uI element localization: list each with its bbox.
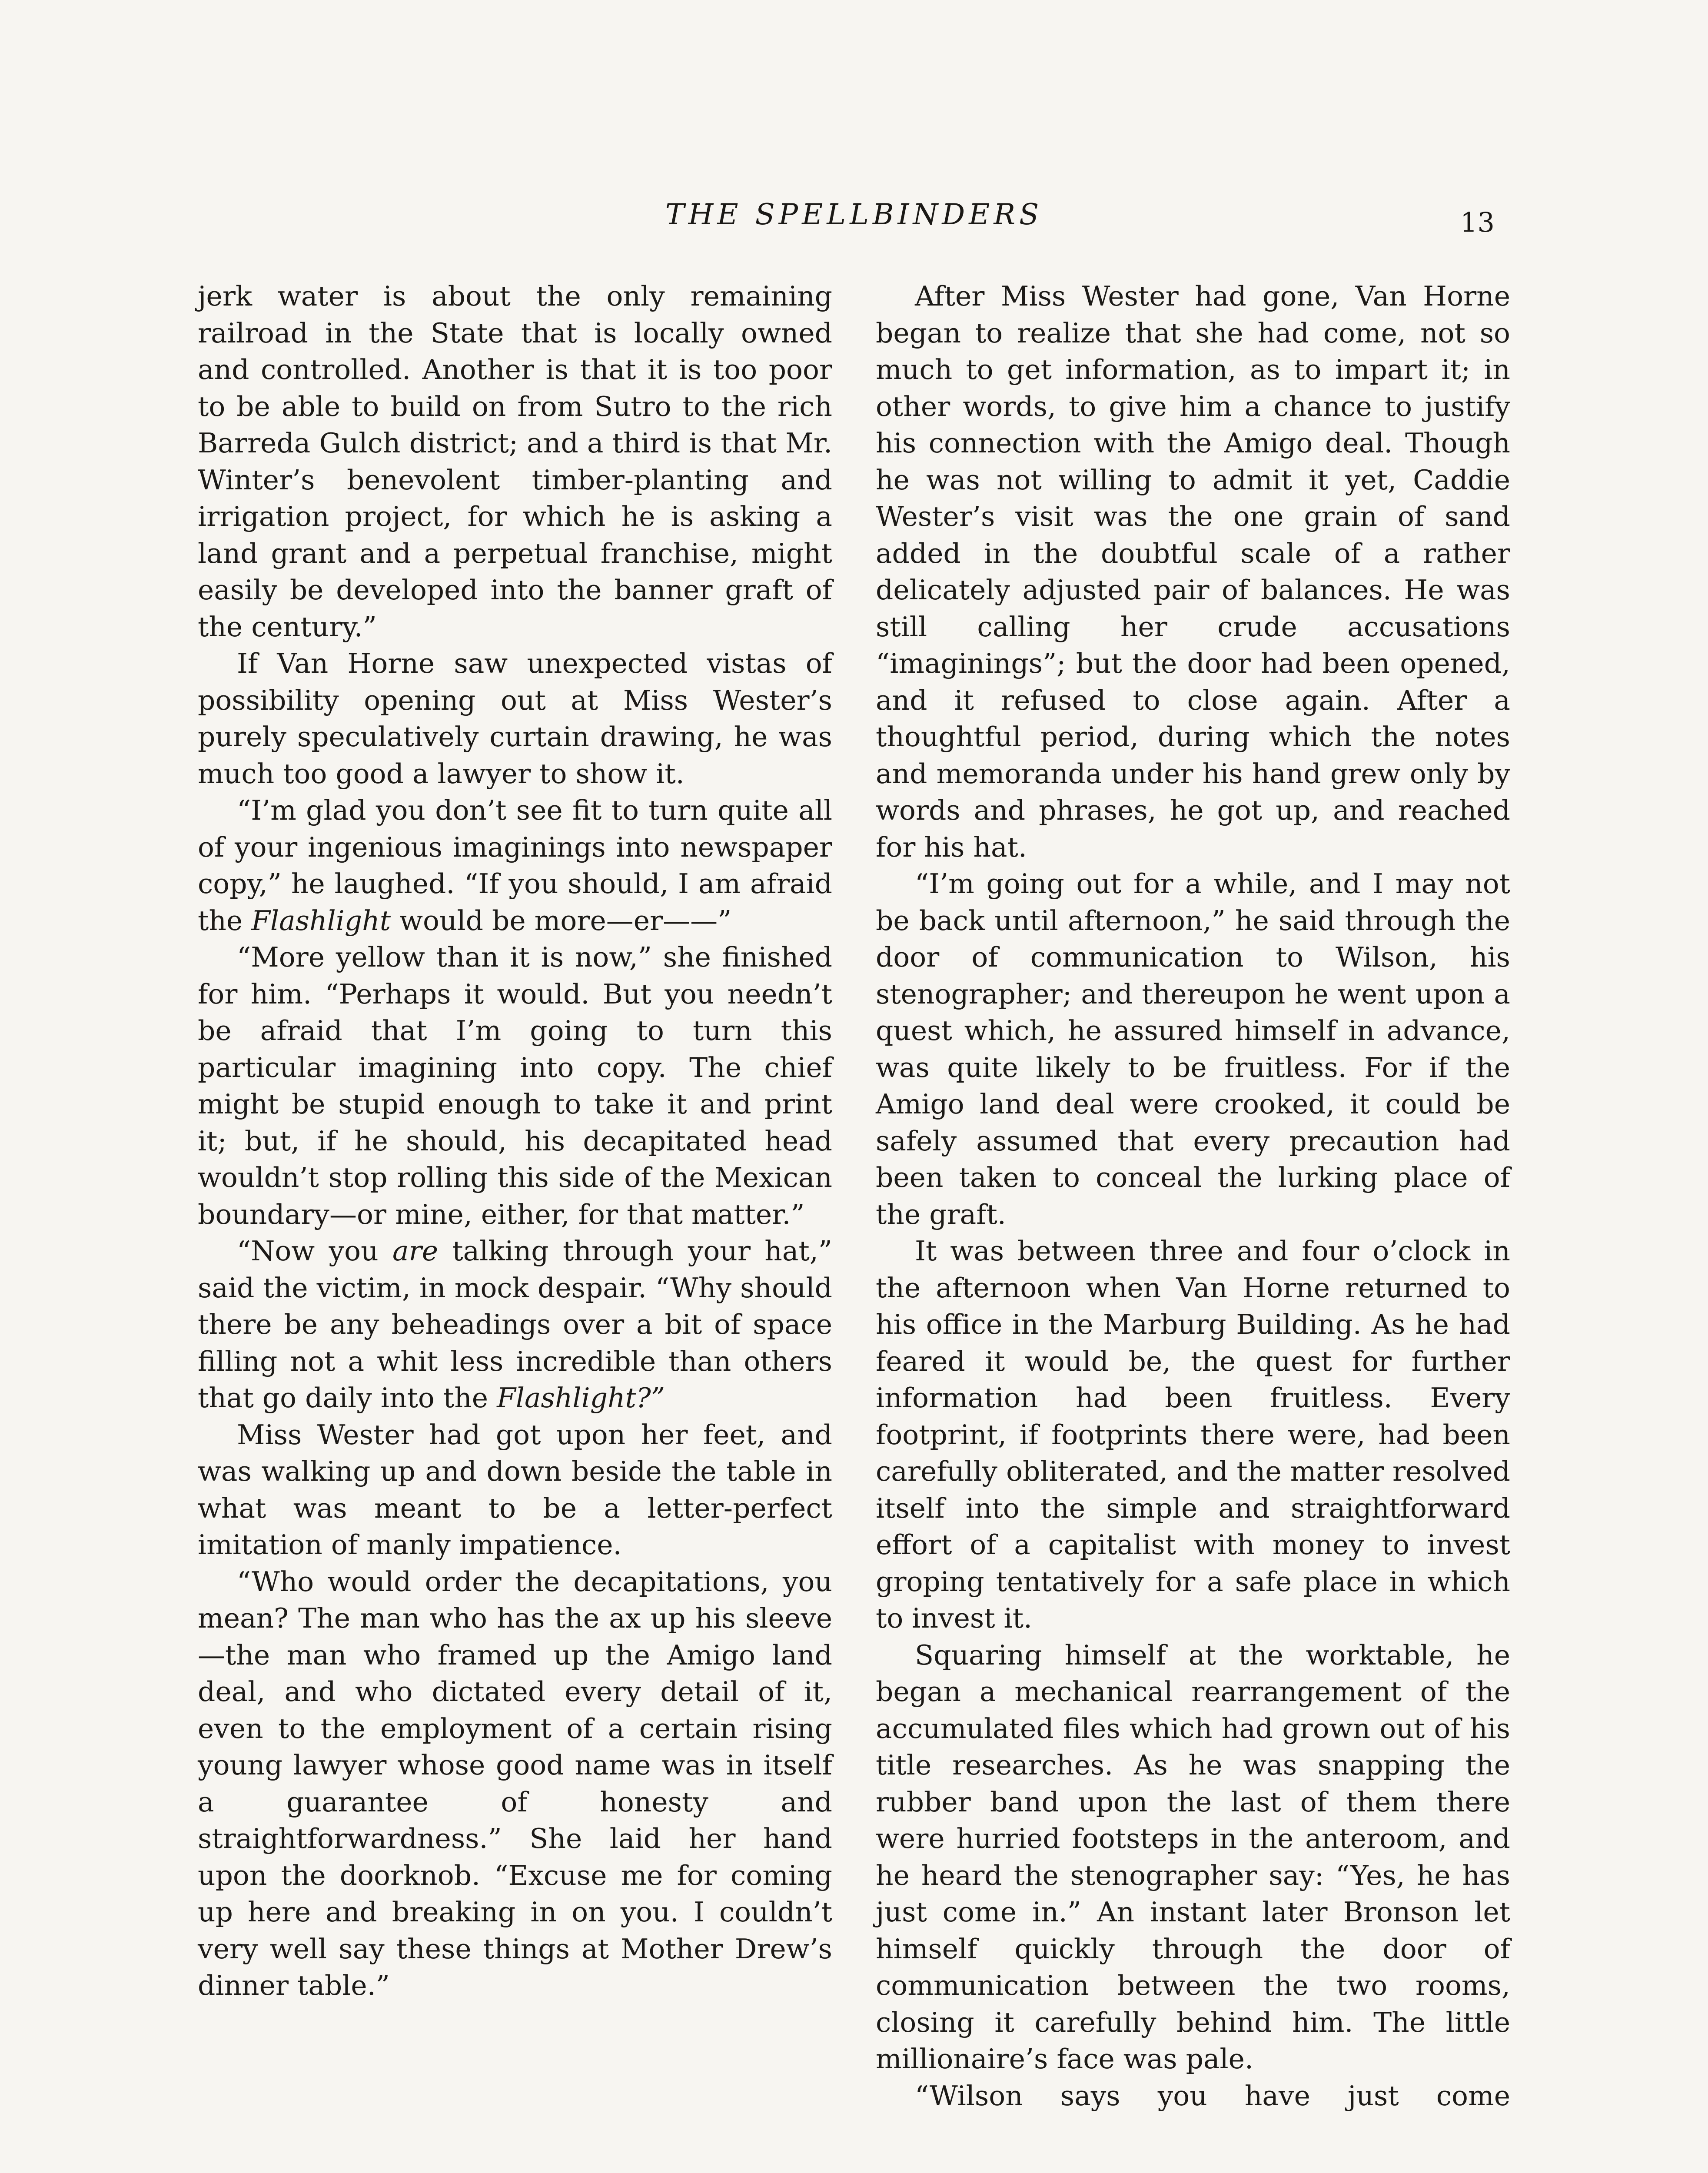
paragraph-text: would be more—er——” bbox=[391, 904, 732, 937]
paragraph-text: “I’m glad you don’t see fit to turn quite all of your ingenious imaginings into newspaper copy,” he laughed. “If you should, I am afraid the bbox=[198, 794, 832, 937]
left-column bbox=[198, 278, 832, 2004]
paragraph: “More yellow than it is now,” she finished for him. “Perhaps it would. But you needn’t be afraid that I’m going to turn this particular imagining into copy. The chief might be stupid enough to take it and print it; but, if he should, his decapitated head wouldn’t stop rolling this side of the Mexican boundary—or mine, either, for that matter.” bbox=[198, 941, 832, 1230]
paragraph: “I’m going out for a while, and I may not be back until afternoon,” he said through the door of communication to Wilson, his stenographer; and thereupon he went upon a quest which, he assured himself in advance, was quite likely to be fruitless. For if the Amigo land deal were crooked, it could be safely assumed that every precaution had been taken to conceal the lurking place of the graft. bbox=[876, 868, 1510, 1230]
paragraph: It was between three and four o’clock in the afternoon when Van Horne returned to his office in the Marburg Building. As he had feared it would be, the quest for further information had been fruitless. Every footprint, if footprints there were, had been carefully obliterated, and the matter resolved itself into the simple and straightforward effort of a capitalist with money to invest groping tentatively for a safe place in which to invest it. bbox=[876, 1235, 1510, 1634]
paragraph-text: “Now you bbox=[237, 1235, 393, 1267]
running-title: THE SPELLBINDERS bbox=[665, 198, 1043, 231]
paragraph: Squaring himself at the worktable, he began a mechanical rearrangement of the accumulated files which had grown out of his title researches. As he was snapping the rubber band upon the last of them there were hurried footsteps in the anteroom, and he heard the stenographer say: “Yes, he has just come in.” An instant later Bronson let himself quickly through the door of communication between the two rooms, closing it carefully behind him. The little millionaire’s face was pale. bbox=[876, 1639, 1510, 2075]
paragraph: Miss Wester had got upon her feet, and was walking up and down beside the table in what was meant to be a letter-perfect imitation of manly impatience. bbox=[198, 1419, 832, 1561]
paragraph: After Miss Wester had gone, Van Horne began to realize that she had come, not so much to get information, as to impart it; in other words, to give him a chance to justify his connection with the Amigo deal. Though he was not willing to admit it yet, Caddie Wester’s visit was the one grain of sand added in the doubtful scale of a rather delicately adjusted pair of balances. He was still calling her crude accusations “imaginings”; but the door had been opened, and it refused to close again. After a thoughtful period, during which the notes and memoranda under his hand grew only by words and phrases, he got up, and reached for his hat. bbox=[876, 280, 1510, 863]
paragraph: If Van Horne saw unexpected vistas of possibility opening out at Miss Wester’s purely speculatively curtain drawing, he was much too good a lawyer to show it. bbox=[198, 648, 832, 790]
paragraph-text: talking through your hat,” said the victim, in mock despair. “Why should there be any beheadings over a bit of space filling not a whit less incredible than others that go daily into the bbox=[198, 1235, 832, 1414]
italic-text: are bbox=[392, 1235, 438, 1267]
paragraph bbox=[198, 1233, 832, 1417]
page-number: 13 bbox=[1460, 206, 1495, 238]
paragraph: jerk water is about the only remaining railroad in the State that is locally owned and controlled. Another is that it is too poor to be able to build on from Sutro to the rich Barreda Gulch district; and a third is that Mr. Winter’s benevolent timber-planting and irrigation project, for which he is asking a land grant and a perpetual franchise, might easily be developed into the banner graft of the century.” bbox=[198, 280, 832, 643]
right-column bbox=[876, 278, 1510, 2114]
paragraph bbox=[198, 792, 832, 939]
italic-text: Flashlight bbox=[251, 904, 391, 937]
paragraph: “Who would order the decapitations, you mean? The man who has the ax up his sleeve—the man who framed up the Amigo land deal, and who dictated every detail of it, even to the employment of a certain rising young lawyer whose good name was in itself a guarantee of honesty and straightforwardness.” She laid her hand upon the doorknob. “Excuse me for coming up here and breaking in on you. I couldn’t very well say these things at Mother Drew’s dinner table.” bbox=[198, 1565, 832, 2001]
italic-text: Flashlight?” bbox=[497, 1382, 665, 1414]
paragraph: “Wilson says you have just come bbox=[915, 2080, 1510, 2112]
